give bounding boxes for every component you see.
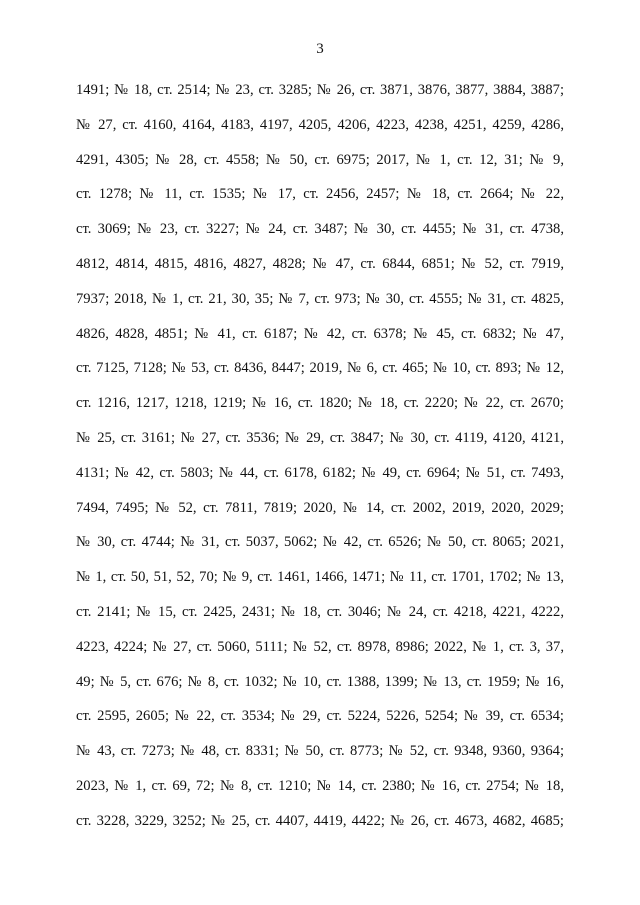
page-number: 3 [316, 41, 324, 57]
text-line: № 27, ст. 4160, 4164, 4183, 4197, 4205, 4206, 4223, 4238, 4251, 4259, 4286, [76, 116, 564, 133]
text-line: № 30, ст. 4744; № 31, ст. 5037, 5062; № 42, ст. 6526; № 50, ст. 8065; 2021, [76, 534, 564, 551]
text-line: ст. 1278; № 11, ст. 1535; № 17, ст. 2456, 2457; № 18, ст. 2664; № 22, [76, 186, 564, 203]
text-line: № 43, ст. 7273; № 48, ст. 8331; № 50, ст. 8773; № 52, ст. 9348, 9360, 9364; [76, 743, 564, 760]
text-line: ст. 3069; № 23, ст. 3227; № 24, ст. 3487; № 30, ст. 4455; № 31, ст. 4738, [76, 221, 564, 238]
text-line: ст. 3228, 3229, 3252; № 25, ст. 4407, 4419, 4422; № 26, ст. 4673, 4682, 4685; [76, 812, 564, 829]
text-line: ст. 2141; № 15, ст. 2425, 2431; № 18, ст. 3046; № 24, ст. 4218, 4221, 4222, [76, 603, 564, 620]
text-line: 2023, № 1, ст. 69, 72; № 8, ст. 1210; № 14, ст. 2380; № 16, ст. 2754; № 18, [76, 777, 564, 794]
text-line: ст. 1216, 1217, 1218, 1219; № 16, ст. 1820; № 18, ст. 2220; № 22, ст. 2670; [76, 395, 564, 412]
text-line: 4812, 4814, 4815, 4816, 4827, 4828; № 47, ст. 6844, 6851; № 52, ст. 7919, [76, 255, 564, 272]
text-line: 7937; 2018, № 1, ст. 21, 30, 35; № 7, ст. 973; № 30, ст. 4555; № 31, ст. 4825, [76, 290, 564, 307]
text-line: № 25, ст. 3161; № 27, ст. 3536; № 29, ст. 3847; № 30, ст. 4119, 4120, 4121, [76, 429, 564, 446]
text-line: ст. 2595, 2605; № 22, ст. 3534; № 29, ст. 5224, 5226, 5254; № 39, ст. 6534; [76, 708, 564, 725]
text-line: № 1, ст. 50, 51, 52, 70; № 9, ст. 1461, 1466, 1471; № 11, ст. 1701, 1702; № 13, [76, 569, 564, 586]
text-line: 4826, 4828, 4851; № 41, ст. 6187; № 42, ст. 6378; № 45, ст. 6832; № 47, [76, 325, 564, 342]
text-line: 4131; № 42, ст. 5803; № 44, ст. 6178, 6182; № 49, ст. 6964; № 51, ст. 7493, [76, 464, 564, 481]
document-body [76, 73, 564, 839]
text-line: 7494, 7495; № 52, ст. 7811, 7819; 2020, № 14, ст. 2002, 2019, 2020, 2029; [76, 499, 564, 516]
text-line: 1491; № 18, ст. 2514; № 23, ст. 3285; № 26, ст. 3871, 3876, 3877, 3884, 3887; [76, 82, 564, 98]
text-line: 49; № 5, ст. 676; № 8, ст. 1032; № 10, ст. 1388, 1399; № 13, ст. 1959; № 16, [76, 673, 564, 690]
text-line: ст. 7125, 7128; № 53, ст. 8436, 8447; 2019, № 6, ст. 465; № 10, ст. 893; № 12, [76, 360, 564, 377]
text-line: 4223, 4224; № 27, ст. 5060, 5111; № 52, ст. 8978, 8986; 2022, № 1, ст. 3, 37, [76, 638, 564, 655]
text-line: 4291, 4305; № 28, ст. 4558; № 50, ст. 6975; 2017, № 1, ст. 12, 31; № 9, [76, 151, 564, 168]
